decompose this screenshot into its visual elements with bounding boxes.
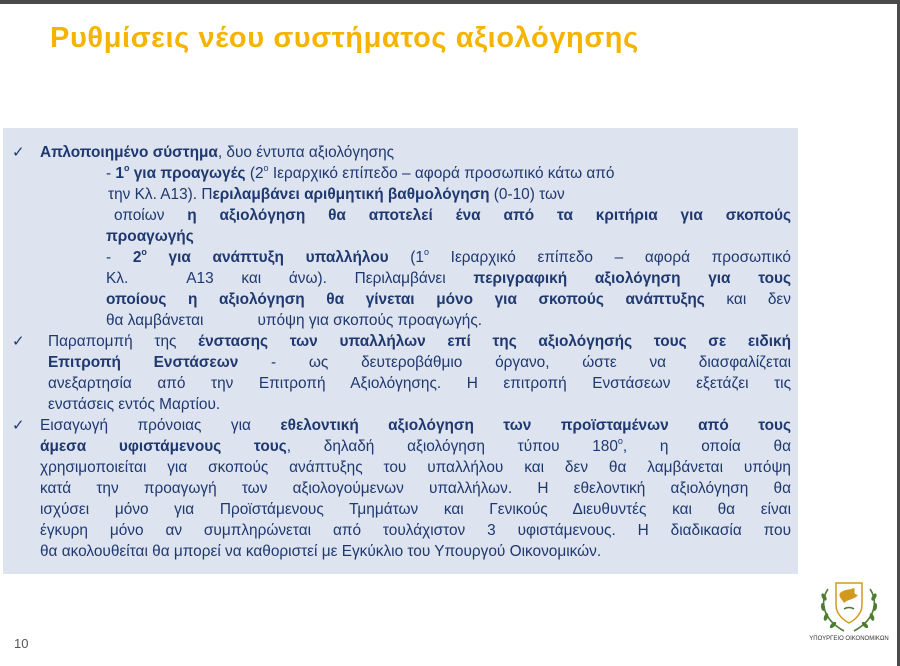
sub-item-2-line-4: θα λαμβάνεται υπόψη για σκοπούς προαγωγής.: [106, 312, 483, 329]
top-border: [0, 0, 900, 4]
bullet-3-line-4: κατά την προαγωγή των αξιολογούμενων υπαλλήλων. Η εθελοντική αξιολόγηση θα: [40, 480, 791, 497]
bullet-1-heading: Απλοποιημένο σύστημα, δυο έντυπα αξιολόγησης: [40, 144, 395, 161]
sub-item-2-line-1: - $2^o$ για ανάπτυξη υπαλλήλου ($1^o$ Ιεραρχικό επίπεδο – αφορά προσωπικό: [106, 246, 791, 266]
sub-item-2-line-2: Κλ. Α13 και άνω). Περιλαμβάνει περιγραφική αξιολόγηση για τους: [106, 270, 792, 287]
bullet-2-line-3: ανεξαρτησία από την Επιτροπή Αξιολόγησης. Η επιτροπή Ενστάσεων εξετάζει τις: [48, 375, 791, 392]
bullet-3-line-5: ισχύσει μόνο για Προϊστάμενους Τμημάτων και Γενικούς Διευθυντές και θα είναι: [40, 501, 791, 518]
bullet-2-line-1: Παραπομπή της ένστασης των υπαλλήλων επί της αξιολόγησής τους σε ειδική: [48, 333, 792, 350]
bullet-2-line-4: ενστάσεις εντός Μαρτίου.: [48, 396, 221, 413]
content-panel: [3, 128, 798, 574]
bullet-3-line-7: θα ακολουθείται θα μπορεί να καθοριστεί με Εγκύκλιο του Υπουργού Οικονομικών.: [40, 543, 602, 560]
sub-item-1-line-1: - $1^o$ για προαγωγές ($2^o$ Ιεραρχικό επίπεδο – αφορά προσωπικό κάτω από: [106, 162, 615, 182]
bullet-2-line-2: Επιτροπή Ενστάσεων - ως δευτεροβάθμιο όργανο, ώστε να διασφαλίζεται: [48, 354, 792, 371]
emblem-logo: [814, 577, 884, 635]
bullet-3-line-6: έγκυρη μόνο αν συμπληρώνεται από τουλάχιστον 3 υφιστάμενους. Η διαδικασία που: [40, 522, 791, 539]
sub-item-2-line-3: οποίους η αξιολόγηση θα γίνεται μόνο για σκοπούς ανάπτυξης και δεν: [106, 291, 791, 308]
sub-item-1-line-3: οποίων η αξιολόγηση θα αποτελεί ένα από τα κριτήρια για σκοπούς: [114, 207, 791, 224]
sub-item-1-line-4: προαγωγής: [106, 228, 194, 245]
bullet-3-line-2: άμεσα υφιστάμενους τους, δηλαδή αξιολόγηση τύπου $180^o$, η οποία θα: [40, 435, 792, 455]
sub-item-1-line-2: την Κλ. Α13). Περιλαμβάνει αριθμητική βαθμολόγηση (0-10) των: [108, 186, 565, 203]
logo-caption: ΥΠΟΥΡΓΕΙΟ ΟΙΚΟΝΟΜΙΚΩΝ: [809, 636, 889, 642]
checkmark-icon: ✓: [12, 144, 25, 161]
checkmark-icon: ✓: [12, 417, 25, 434]
ministry-logo: [806, 577, 892, 647]
bullet-3-line-3: χρησιμοποιείται για σκοπούς ανάπτυξης του υπαλλήλου και δεν θα λαμβάνεται υπόψη: [40, 459, 791, 476]
page-number: 10: [14, 636, 29, 651]
slide-title: Ρυθμίσεις νέου συστήματος αξιολόγησης: [50, 22, 639, 54]
bullet-3-line-1: Εισαγωγή πρόνοιας για εθελοντική αξιολόγηση των προϊσταμένων από τους: [40, 417, 791, 434]
checkmark-icon: ✓: [12, 333, 25, 350]
